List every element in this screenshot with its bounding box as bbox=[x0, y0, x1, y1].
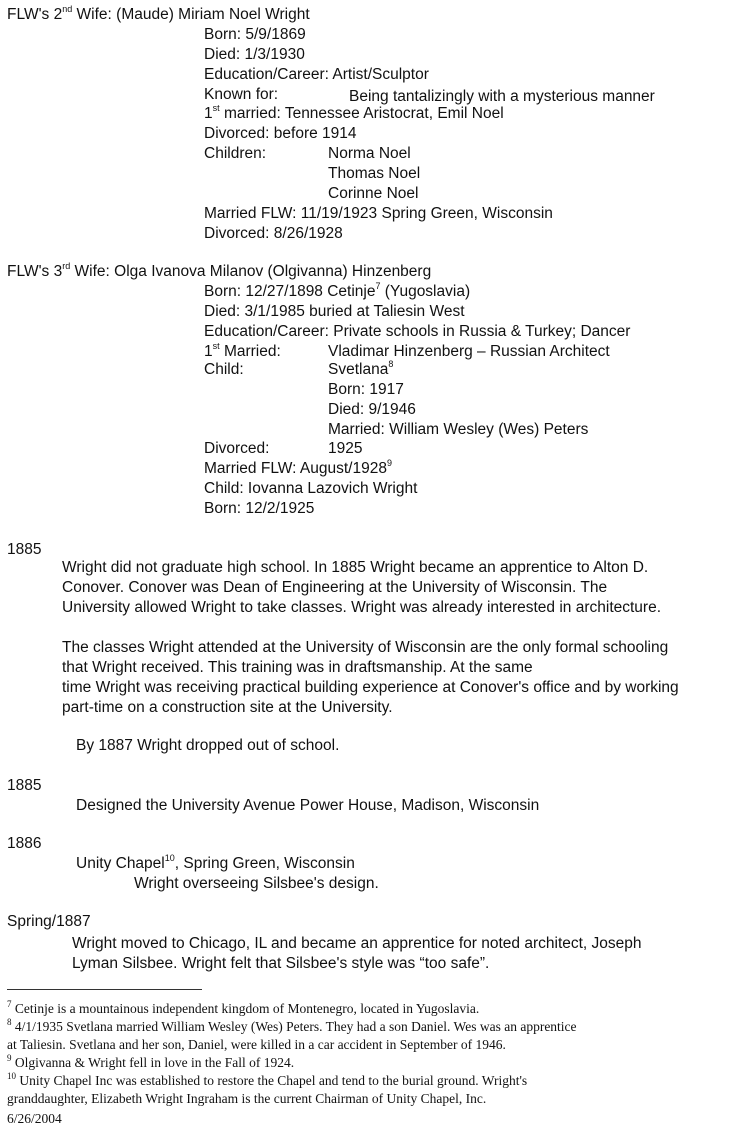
event-1-p2-line-4: part-time on a construction site at the University. bbox=[62, 699, 393, 716]
wife3-heading: FLW's 3rd Wife: Olga Ivanova Milanov (Olgivanna) Hinzenberg bbox=[7, 260, 432, 280]
event-2-text: Designed the University Avenue Power House, Madison, Wisconsin bbox=[76, 797, 540, 814]
event-1-p2-line-1: The classes Wright attended at the University of Wisconsin are the only formal schooling bbox=[62, 639, 669, 656]
wife3-divorced-label: Divorced: bbox=[204, 440, 270, 457]
footnote-divider bbox=[7, 989, 202, 990]
wife2-children-label: Children: bbox=[204, 145, 267, 162]
event-4-line-1: Wright moved to Chicago, IL and became an apprentice for noted architect, Joseph bbox=[72, 935, 642, 952]
wife3-child-born: Born: 1917 bbox=[328, 381, 404, 398]
wife3-child2: Child: Iovanna Lazovich Wright bbox=[204, 480, 418, 497]
event-3-text: Unity Chapel$^{10}$, Spring Green, Wisconsin bbox=[76, 852, 355, 872]
event-2-year: 1885 bbox=[7, 777, 42, 794]
footnote-8-cont: at Taliesin. Svetlana and her son, Daniel, were killed in a car accident in September of 1946. bbox=[7, 1037, 506, 1052]
wife3-died: Died: 3/1/1985 buried at Taliesin West bbox=[204, 303, 465, 320]
wife3-born: Born: 12/27/1898 Cetinje$^7$ (Yugoslavia) bbox=[204, 280, 471, 300]
wife2-child-1: Norma Noel bbox=[328, 145, 411, 162]
document-date: 6/26/2004 bbox=[7, 1111, 62, 1126]
wife3-child-married: Married: William Wesley (Wes) Peters bbox=[328, 421, 589, 438]
event-1-p1-line-1: Wright did not graduate high school. In 1885 Wright became an apprentice to Alton D. bbox=[62, 559, 649, 576]
event-4-year: Spring/1887 bbox=[7, 913, 91, 930]
wife2-child-3: Corinne Noel bbox=[328, 185, 419, 202]
footnote-9: $^9$ Olgivanna & Wright fell in love in the Fall of 1924. bbox=[7, 1052, 295, 1070]
wife2-known-value: Being tantalizingly with a mysterious manner bbox=[349, 88, 655, 105]
wife2-died: Died: 1/3/1930 bbox=[204, 46, 305, 63]
wife2-born: Born: 5/9/1869 bbox=[204, 26, 306, 43]
event-1-p1-line-2: Conover. Conover was Dean of Engineering at the University of Wisconsin. The bbox=[62, 579, 608, 596]
wife2-education: Education/Career: Artist/Sculptor bbox=[204, 66, 429, 83]
wife3-child-label: Child: bbox=[204, 361, 244, 378]
event-3-sub: Wright overseeing Silsbee's design. bbox=[134, 875, 379, 892]
wife2-child-2: Thomas Noel bbox=[328, 165, 421, 182]
event-1-p2-line-2: that Wright received. This training was in draftsmanship. At the same bbox=[62, 659, 533, 676]
wife3-married1-label: 1st Married: bbox=[204, 340, 281, 360]
footnote-10: $^{10}$ Unity Chapel Inc was established to restore the Chapel and tend to the burial ground. Wright's bbox=[7, 1070, 528, 1088]
footnote-7: $^7$ Cetinje is a mountainous independent kingdom of Montenegro, located in Yugoslavia. bbox=[7, 998, 480, 1016]
footnote-10-cont: granddaughter, Elizabeth Wright Ingraham is the current Chairman of Unity Chapel, Inc. bbox=[7, 1091, 487, 1106]
event-3-year: 1886 bbox=[7, 835, 42, 852]
wife2-divorced: Divorced: before 1914 bbox=[204, 125, 357, 142]
wife2-known-label: Known for: bbox=[204, 86, 279, 103]
event-1-p3: By 1887 Wright dropped out of school. bbox=[76, 737, 340, 754]
event-1-year: 1885 bbox=[7, 541, 42, 558]
wife3-child-died: Died: 9/1946 bbox=[328, 401, 416, 418]
wife2-married1: 1st married: Tennessee Aristocrat, Emil Noel bbox=[204, 102, 504, 122]
wife3-married-flw: Married FLW: August/1928$^9$ bbox=[204, 457, 392, 477]
footnote-8: $^8$ 4/1/1935 Svetlana married William Wesley (Wes) Peters. They had a son Daniel. Wes was an apprentice bbox=[7, 1016, 577, 1034]
wife3-married1-value: Vladimar Hinzenberg – Russian Architect bbox=[328, 343, 610, 360]
event-1-p1-line-3: University allowed Wright to take classes. Wright was already interested in architecture. bbox=[62, 599, 662, 616]
event-4-line-2: Lyman Silsbee. Wright felt that Silsbee's style was “too safe”. bbox=[72, 955, 490, 972]
wife3-education: Education/Career: Private schools in Russia & Turkey; Dancer bbox=[204, 323, 631, 340]
wife3-child-name: Svetlana$^8$ bbox=[328, 358, 394, 378]
event-1-p2-line-3: time Wright was receiving practical building experience at Conover's office and by working bbox=[62, 679, 679, 696]
wife3-divorced-value: 1925 bbox=[328, 440, 363, 457]
wife3-born2: Born: 12/2/1925 bbox=[204, 500, 315, 517]
wife2-married-flw: Married FLW: 11/19/1923 Spring Green, Wisconsin bbox=[204, 205, 553, 222]
wife2-divorced-2: Divorced: 8/26/1928 bbox=[204, 225, 343, 242]
wife2-heading: FLW's 2nd Wife: (Maude) Miriam Noel Wright bbox=[7, 3, 310, 23]
